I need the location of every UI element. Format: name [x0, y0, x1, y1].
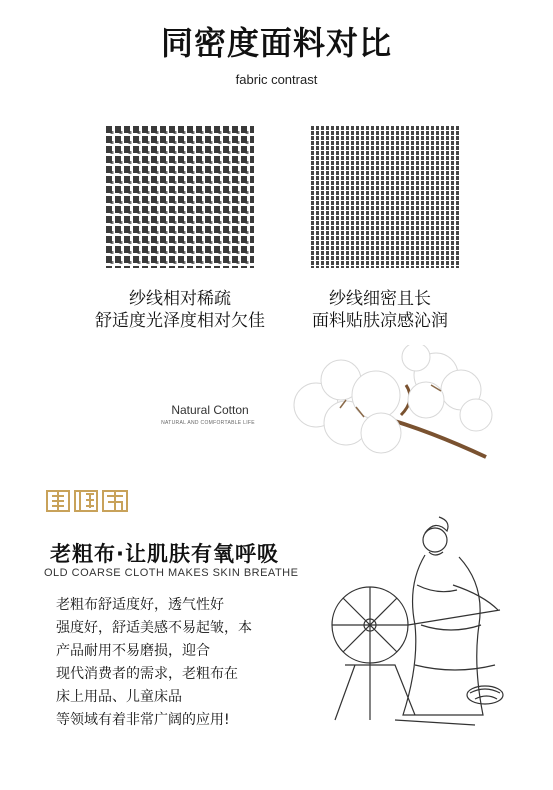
section-heading: 老粗布·让肌肤有氧呼吸: [50, 542, 279, 566]
body-text-line: 产品耐用不易磨损，迎合: [56, 643, 210, 659]
page-subtitle: fabric contrast: [235, 72, 318, 87]
caption-line: 舒适度光泽度相对欠佳: [95, 311, 265, 331]
body-text-line: 床上用品、儿童床品: [56, 689, 182, 705]
body-text-line: 等领域有着非常广阔的应用!: [56, 712, 230, 728]
fine-weave-caption: [255, 288, 505, 332]
page-title: 同密度面料对比: [160, 24, 392, 62]
fine-weave-swatch: [311, 126, 459, 268]
spinning-wheel-illustration: [325, 515, 525, 740]
caption-line: 纱线细密且长: [329, 289, 431, 309]
coarse-weave-swatch: [106, 126, 254, 268]
body-text-line: 老粗布舒适度好，透气性好: [56, 597, 224, 613]
body-text-line: 现代消费者的需求，老粗布在: [56, 666, 238, 682]
section-subheading: OLD COARSE CLOTH MAKES SKIN BREATHE: [44, 567, 299, 579]
body-text-line: 强度好，舒适美感不易起皱，本: [56, 620, 252, 636]
cotton-boll-image: [286, 345, 506, 465]
caption-line: 纱线相对稀疏: [129, 289, 231, 309]
cotton-label: Natural Cotton: [171, 403, 249, 417]
caption-line: 面料贴肤凉感沁润: [312, 311, 448, 331]
brand-logo: [44, 488, 130, 514]
cotton-tagline: NATURAL AND COMFORTABLE LIFE: [161, 420, 255, 426]
